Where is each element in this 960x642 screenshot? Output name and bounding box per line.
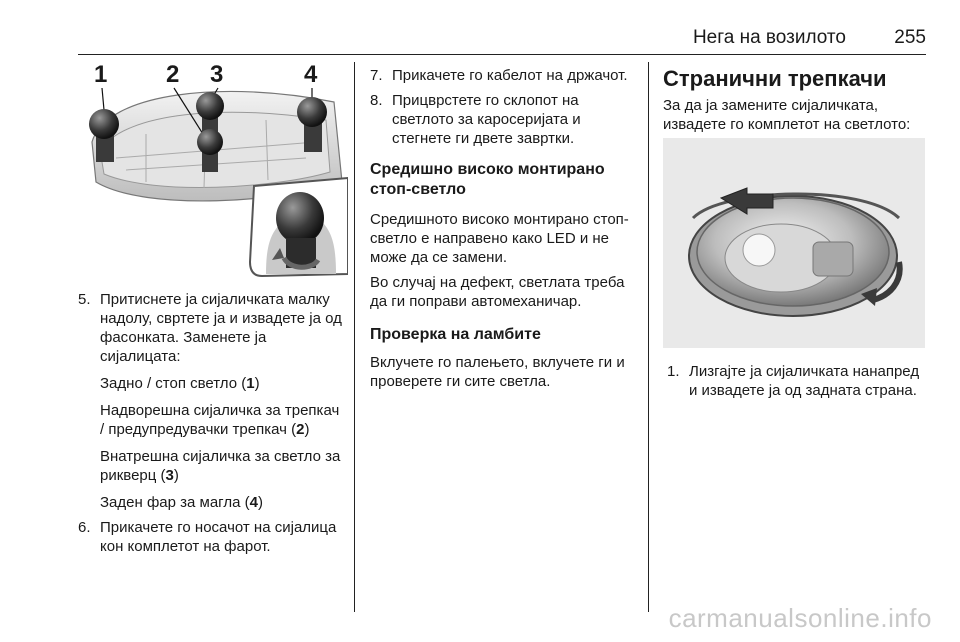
page-number: 255 bbox=[894, 27, 926, 48]
step-6-number: 6. bbox=[78, 519, 91, 536]
side-indicator-step-1 bbox=[667, 362, 929, 400]
bulb-reverse-ref: 3 bbox=[165, 467, 174, 484]
step-5-text: Притиснете ја сијаличката малку надолу, свртете ја и извадете ја од фасонката. Заменете ја сијалицата: bbox=[100, 291, 342, 365]
section-2-paragraph-1: Вклучете го палењето, вклучете ги и проверете ги сите светла. bbox=[370, 354, 625, 390]
section-1-paragraph-2: Во случај на дефект, светлата треба да ги поправи автомеханичар. bbox=[370, 274, 625, 310]
step-8-number: 8. bbox=[370, 92, 383, 109]
bulb-rear-label: Задно / стоп светло ( bbox=[100, 375, 247, 392]
bulb-rear-ref: 1 bbox=[246, 375, 255, 392]
running-title: Нега на возилото bbox=[692, 27, 846, 48]
section-1-paragraph-1: Средишното високо монтирано стоп-светло е направено како LED и не може да се замени. bbox=[370, 211, 629, 266]
step-6-text: Прикачете го носачот на сијалица кон комплетот на фарот. bbox=[100, 519, 337, 555]
bulb-indicator-label: Надворешна сијаличка за трепкач / предупредувачки трепкач ( bbox=[100, 402, 340, 438]
bulb-fog bbox=[78, 493, 346, 512]
side-indicator-step-1-text: Лизгајте ја сијаличката нанапред и извадете ја од задната страна. bbox=[689, 363, 920, 399]
step-8-text: Прицврстете го склопот на светлото за каросеријата и стегнете ги двете завртки. bbox=[392, 92, 581, 147]
rear-lamp-figure bbox=[86, 62, 348, 282]
side-indicator-illustration bbox=[663, 138, 925, 348]
step-5-number: 5. bbox=[78, 291, 91, 308]
bulb-rear-close: ) bbox=[254, 375, 260, 392]
bulb-reverse bbox=[78, 447, 346, 485]
bulb-fog-label: Заден фар за магла ( bbox=[100, 494, 250, 511]
bulb-fog-ref: 4 bbox=[249, 494, 258, 511]
column-2 bbox=[370, 66, 636, 391]
column-3-steps bbox=[663, 362, 929, 400]
watermark: carmanualsonline.info bbox=[668, 603, 932, 633]
rear-lamp-illustration bbox=[86, 62, 348, 282]
side-indicator-step-1-number: 1. bbox=[667, 363, 680, 380]
detail-inset bbox=[250, 178, 348, 276]
column-1 bbox=[78, 290, 346, 556]
callout-2: 2 bbox=[166, 61, 180, 88]
callout-3: 3 bbox=[210, 61, 224, 88]
step-8 bbox=[370, 91, 636, 148]
bulb-indicator bbox=[78, 401, 346, 439]
callout-1: 1 bbox=[94, 61, 108, 88]
column-divider-1 bbox=[354, 62, 355, 612]
section-title-side-indicators: Странични трепкачи bbox=[663, 66, 887, 91]
callout-4: 4 bbox=[304, 61, 318, 88]
bulb-reverse-label: Внатрешна сијаличка за светло за рикверц ( bbox=[100, 448, 341, 484]
step-6 bbox=[78, 518, 346, 556]
step-7 bbox=[370, 66, 636, 85]
step-5 bbox=[78, 290, 346, 366]
side-indicator-intro: За да ја замените сијаличката, извадете го комплетот на светлото: bbox=[663, 97, 911, 133]
bulb-rear-stop bbox=[78, 374, 346, 393]
step-7-text: Прикачете го кабелот на држачот. bbox=[392, 67, 628, 84]
bulb-indicator-ref: 2 bbox=[296, 421, 305, 438]
bulb-reverse-close: ) bbox=[173, 467, 179, 484]
side-indicator-figure bbox=[663, 138, 925, 348]
section-heading-high-mounted-brake-light: Средишно високо монтирано стоп-светло bbox=[370, 161, 605, 198]
bulb-fog-close: ) bbox=[257, 494, 263, 511]
column-divider-2 bbox=[648, 62, 649, 612]
bulb-indicator-close: ) bbox=[304, 421, 310, 438]
step-7-number: 7. bbox=[370, 67, 383, 84]
section-heading-bulb-check: Проверка на ламбите bbox=[370, 326, 541, 343]
page-header bbox=[78, 26, 926, 55]
column-3 bbox=[663, 66, 929, 134]
